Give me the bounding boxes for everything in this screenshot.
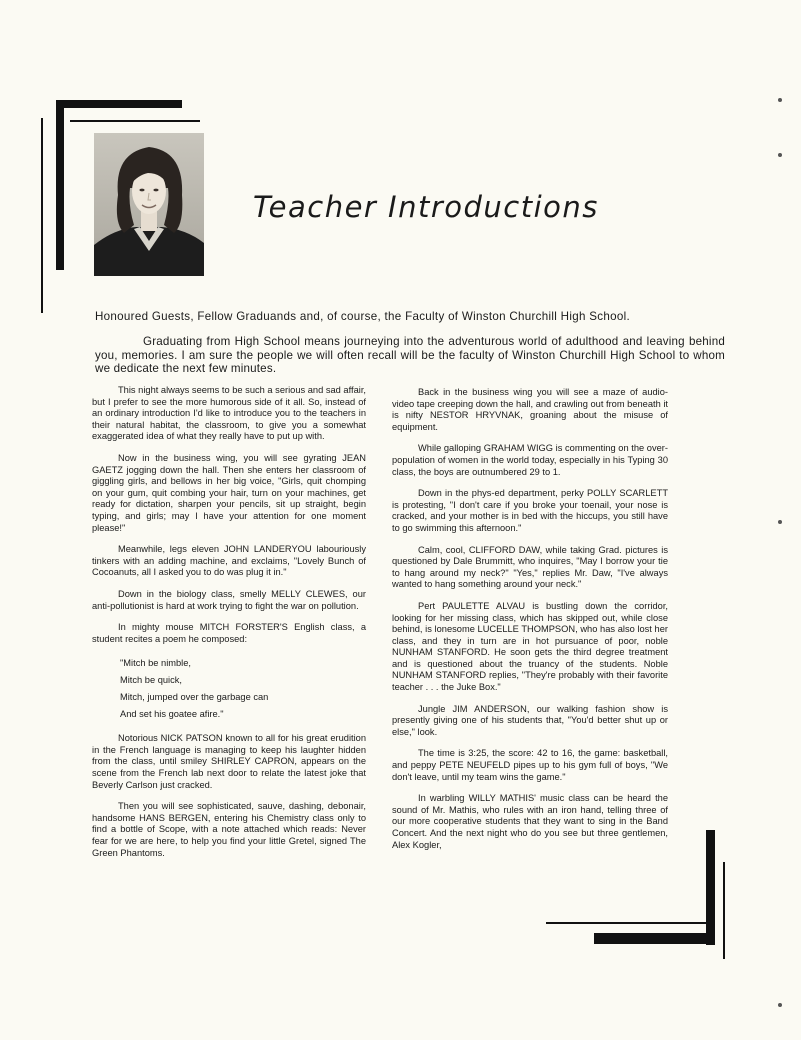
salutation-line: Honoured Guests, Fellow Graduands and, of course, the Faculty of Winston Churchill High School. bbox=[95, 310, 631, 323]
left-text-column bbox=[92, 385, 366, 869]
paragraph: While galloping GRAHAM WIGG is commenting on the over-population of women in the world today, especially in his Typing 30 class, the boys are outnumbered 29 to 1. bbox=[392, 443, 668, 477]
paragraph: Now in the business wing, you will see gyrating JEAN GAETZ jogging down the hall. Then she enters her classroom of giggling girls, and bellows in her big voice, "Girls, quit chomping on your gum, quit combing your hair, turn on your machines, get ready for dictation, sharpen your pencils, sit up straight, begin typing, and girls; may I have your attention for one moment please!" bbox=[92, 452, 366, 533]
decorative-bar-bottom-right-vertical bbox=[706, 830, 715, 945]
poem-block bbox=[92, 655, 366, 723]
margin-mark bbox=[778, 153, 782, 157]
paragraph: In warbling WILLY MATHIS' music class can be heard the sound of Mr. Mathis, who rules with an iron hand, telling three of our more cooperative students that they want to sing in the Band Concert. And the next night who do you see but three gentlemen, Alex Kogler, bbox=[392, 793, 668, 850]
paragraph: The time is 3:25, the score: 42 to 16, the game: basketball, and peppy PETE NEUFELD pipes up to his gym full of boys, "We don't leave, until my team wins the game." bbox=[392, 748, 668, 782]
paragraph: Down in the biology class, smelly MELLY CLEWES, our anti-pollutionist is hard at work trying to fight the war on pollution. bbox=[92, 588, 366, 611]
student-portrait-photo bbox=[94, 133, 204, 276]
paragraph: In mighty mouse MITCH FORSTER'S English class, a student recites a poem he composed: bbox=[92, 622, 366, 644]
poem-line: "Mitch be nimble, bbox=[120, 658, 191, 669]
decorative-bar-bottom-right-horizontal bbox=[594, 933, 715, 944]
paragraph: Down in the phys-ed department, perky POLLY SCARLETT is protesting, "I don't care if you broke your toenail, your nose is cracked, and your mother is in bed with the hiccups, you still have to go swimming this afternoon." bbox=[392, 488, 668, 533]
margin-mark bbox=[778, 98, 782, 102]
decorative-bar-top-left-horizontal bbox=[56, 100, 182, 108]
paragraph: Notorious NICK PATSON known to all for his great erudition in the French language is managing to keep his laughter hidden from the class, until smiley SHIRLEY CAPRON, appears on the scene from the French lab next door to relate the latest joke that Beverly Carlson just cracked. bbox=[92, 733, 366, 790]
page-title: Teacher Introductions bbox=[253, 190, 599, 224]
paragraph: Pert PAULETTE ALVAU is bustling down the corridor, looking for her missing class, which has skipped out, while close behind, is lonesome LUCELLE THOMPSON, who has also lost her class, and they in turn are in hot pursuance of poor, noble NUNHAM STANFORD. He soon gets the third degree treatment and is questioned about the truancy of the students. Noble NUNHAM STANFORD replies, "They're probably with their favorite teacher . . . the Juke Box." bbox=[392, 600, 668, 693]
decorative-rule-top-left-horizontal bbox=[70, 120, 200, 122]
paragraph: This night always seems to be such a serious and sad affair, but I prefer to see the more humorous side of it all. So, instead of an ordinary introduction I'd like to introduce you to the teachers in their natural habitat, the classroom, to give you a somewhat exaggerated idea of what they really have to put up with. bbox=[92, 385, 366, 442]
poem-line: Mitch be quick, bbox=[120, 675, 183, 686]
decorative-bar-top-left-vertical bbox=[56, 100, 64, 270]
margin-mark bbox=[778, 1003, 782, 1007]
intro-paragraph: Graduating from High School means journeying into the adventurous world of adulthood and leaving behind you, memories. I am sure the people we will often recall will be the faculty of Winston Churchill High School to whom we dedicate the next few minutes. bbox=[95, 335, 725, 375]
decorative-rule-top-left-vertical bbox=[41, 118, 43, 313]
right-text-column bbox=[392, 387, 668, 861]
paragraph: Jungle JIM ANDERSON, our walking fashion show is presently giving one of his students that, "You'd better shut up or else," look. bbox=[392, 703, 668, 737]
paragraph: Back in the business wing you will see a maze of audio-video tape creeping down the hall, and crawling out from beneath it is nifty NESTOR HRYVNAK, groaning about the misuse of equipment. bbox=[392, 387, 668, 432]
poem-line: And set his goatee afire." bbox=[120, 709, 224, 720]
decorative-rule-bottom-right-vertical bbox=[723, 862, 725, 959]
paragraph: Then you will see sophisticated, sauve, dashing, debonair, handsome HANS BERGEN, entering his Chemistry class only to find a bottle of Scope, with a note attached which reads: Never fear for we are here, to help you find your little Gretel, signed The Green Phantoms. bbox=[92, 801, 366, 858]
margin-mark bbox=[778, 520, 782, 524]
poem-line: Mitch, jumped over the garbage can bbox=[120, 692, 269, 703]
paragraph: Meanwhile, legs eleven JOHN LANDERYOU labouriously tinkers with an adding machine, and exclaims, "Lovely Bunch of Cocoanuts, all I asked you to do was plug it in." bbox=[92, 544, 366, 578]
decorative-rule-bottom-right-horizontal bbox=[546, 922, 706, 924]
paragraph: Calm, cool, CLIFFORD DAW, while taking Grad. pictures is questioned by Dale Brummitt, who inquires, "May I borrow your tie to hang around my neck?" "Yes," replies Mr. Daw, "I've always wanted to hang something around your neck." bbox=[392, 544, 668, 590]
portrait-illustration bbox=[94, 133, 204, 276]
